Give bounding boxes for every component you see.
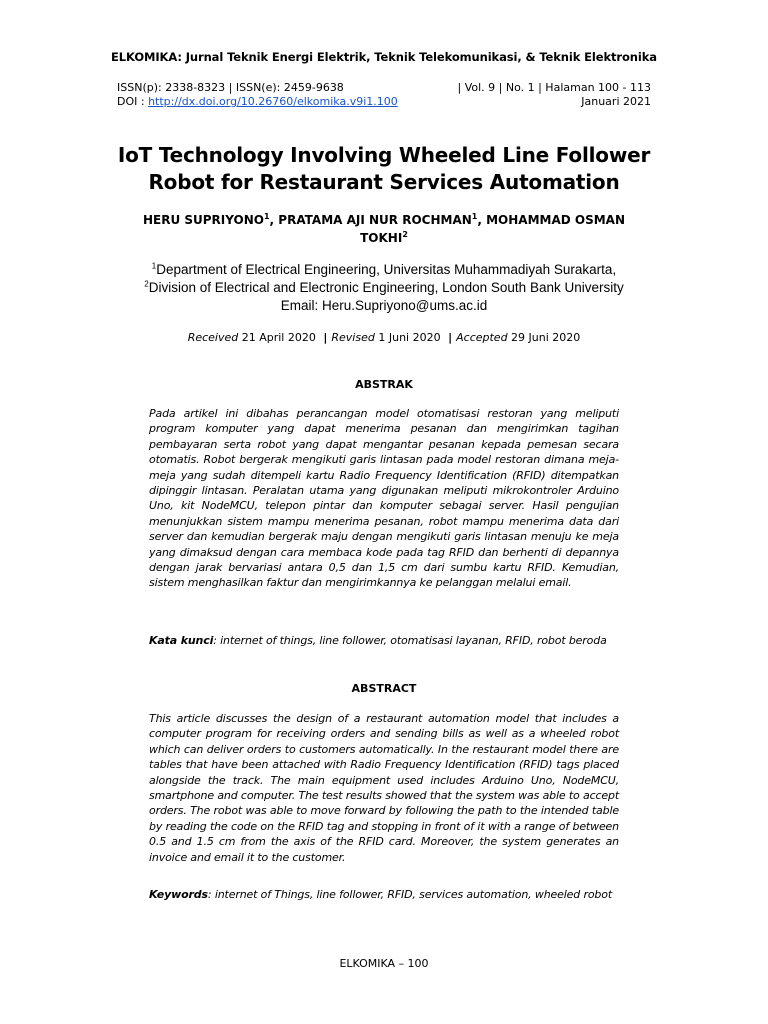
author-email: Email: Heru.Supriyono@ums.ac.id [280,298,488,313]
paper-title [60,142,708,196]
doi-prefix: DOI : [117,95,149,108]
affil-2-mark: 2 [144,279,149,289]
author-1-affil: 1 [263,212,270,221]
affiliations [60,261,708,315]
volume-info: | Vol. 9 | No. 1 | Halaman 100 - 113 [457,81,651,94]
page-footer: ELKOMIKA – 100 [339,957,429,970]
accepted-date: 29 Juni 2020 [507,331,581,344]
abstrak-keywords [149,633,619,648]
submission-dates [0,331,768,344]
author-2: , PRATAMA AJI NUR ROCHMAN [269,213,472,227]
author-3-affil: 2 [402,230,408,239]
abstrak-keywords-label: Kata kunci [149,634,214,647]
abstrak-keywords-text: : internet of things, line follower, otomatisasi layanan, RFID, robot beroda [213,634,607,647]
received-date: 21 April 2020 [238,331,320,344]
author-3: , MOHAMMAD OSMAN [477,213,626,227]
journal-name: ELKOMIKA: Jurnal Teknik Energi Elektrik, Teknik Telekomunikasi, & Teknik Elektronika [111,50,657,64]
date-separator: | [448,331,453,344]
title-line-1: IoT Technology Involving Wheeled Line Follower [117,143,651,167]
abstract-keywords-text: : internet of Things, line follower, RFID, services automation, wheeled robot [207,888,613,901]
author-list [110,211,658,247]
date-separator: | [323,331,328,344]
affiliation-2: Division of Electrical and Electronic Engineering, London South Bank University [148,280,624,295]
accepted-label: Accepted [456,331,508,344]
abstract-heading: ABSTRACT [351,682,417,695]
revised-label: Revised [331,331,375,344]
author-3-cont: TOKHI [360,231,403,245]
abstract-keywords-label: Keywords [149,888,208,901]
publication-meta [117,81,651,109]
abstrak-body: Pada artikel ini dibahas perancangan model otomatisasi restoran yang meliputi program komputer yang dapat menerima pesanan dan mengirimkan tagihan pembayaran serta robot yang dapat mengantar pesanan kepada pemesan secara otomatis. Robot bergerak mengikuti garis lintasan pada model restoran dimana meja-meja yang sudah ditempeli kartu Radio Frequency Identification (RFID) ditempatkan dipinggir lintasan. Peralatan utama yang digunakan meliputi mikrokontroler Arduino Uno, kit NodeMCU, telepon pintar dan komputer sebagai server. Hasil pengujian menunjukkan sistem mampu menerima pesanan, robot mampu menerima data dari server dan kemudian bergerak maju dengan mengikuti garis lintasan menuju ke meja yang dimaksud dengan cara membaca kode pada tag RFID dan berhenti di depannya dengan jarak bervariasi antara 0,5 dan 1,5 cm dari sumbu kartu RFID. Kemudian, sistem menghasilkan faktur dan mengirimkannya ke pelanggan melalui email. [149,407,619,590]
affil-1-mark: 1 [151,261,157,271]
title-line-2: Robot for Restaurant Services Automation [148,170,620,194]
revised-date: 1 Juni 2020 [374,331,445,344]
author-1: HERU SUPRIYONO [142,213,264,227]
publication-date: Januari 2021 [581,95,651,108]
issn: ISSN(p): 2338-8323 | ISSN(e): 2459-9638 [117,81,344,94]
abstract-keywords [149,887,619,902]
abstract-body: This article discusses the design of a restaurant automation model that includes a computer program for receiving orders and sending bills as well as a wheeled robot which can deliver orders to customers automatically. In the restaurant model there are tables that have been attached with Radio Frequency Identification (RFID) tags placed alongside the track. The main equipment used includes Arduino Uno, NodeMCU, smartphone and computer. The test results showed that the system was able to accept orders. The robot was able to move forward by following the path to the intended table by reading the code on the RFID tag and stopping in front of it with a range of between 0.5 and 1.5 cm from the axis of the RFID card. Moreover, the system generates an invoice and email it to the customer. [149,712,619,864]
abstrak-heading: ABSTRAK [355,378,413,391]
author-2-affil: 1 [471,212,478,221]
received-label: Received [187,331,239,344]
affiliation-1: Department of Electrical Engineering, Universitas Muhammadiyah Surakarta, [156,262,617,277]
doi-link[interactable]: http://dx.doi.org/10.26760/elkomika.v9i1.100 [148,95,398,108]
doi [117,95,398,109]
